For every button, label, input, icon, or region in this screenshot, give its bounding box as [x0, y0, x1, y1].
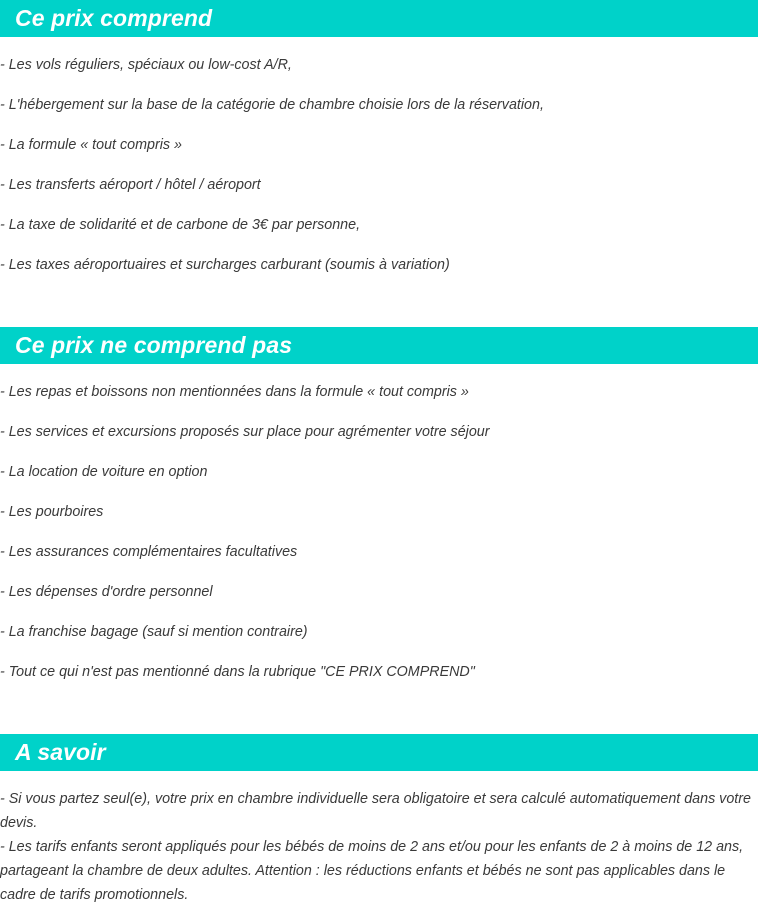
list-item: - Les repas et boissons non mentionnées dans la formule « tout compris » [0, 384, 469, 400]
list-item: - La franchise bagage (sauf si mention contraire) [0, 624, 308, 640]
section-title-included: Ce prix comprend [15, 5, 213, 31]
list-item: - La taxe de solidarité et de carbone de 3€ par personne, [0, 217, 361, 233]
section-title-not-included: Ce prix ne comprend pas [15, 332, 293, 358]
list-item: - Les services et excursions proposés sur place pour agrémenter votre séjour [0, 424, 490, 440]
good-to-know-text [0, 787, 752, 907]
list-item: - L'hébergement sur la base de la catégorie de chambre choisie lors de la réservation, [0, 97, 544, 113]
section-title-good-to-know: A savoir [15, 739, 106, 765]
list-item: - Les dépenses d'ordre personnel [0, 584, 213, 600]
section-header-good-to-know [0, 734, 758, 771]
list-item: - La location de voiture en option [0, 464, 208, 480]
list-item: - La formule « tout compris » [0, 137, 182, 153]
list-item: - Les assurances complémentaires facultatives [0, 544, 298, 560]
list-item: - Les transferts aéroport / hôtel / aéroport [0, 177, 261, 193]
section-header-included [0, 0, 758, 37]
list-item: - Les pourboires [0, 504, 104, 520]
paragraph: - Si vous partez seul(e), votre prix en chambre individuelle sera obligatoire et sera calculé automatiquement dans votre devis. [0, 791, 751, 831]
list-item: - Les taxes aéroportuaires et surcharges carburant (soumis à variation) [0, 257, 450, 273]
list-item: - Tout ce qui n'est pas mentionné dans la rubrique "CE PRIX COMPREND" [0, 664, 475, 680]
paragraph: - Les tarifs enfants seront appliqués pour les bébés de moins de 2 ans et/ou pour les enfants de 2 à moins de 12 ans, partageant la chambre de deux adultes. Attention : les réductions enfants et bébés ne sont pas applicables dans le cadre de tarifs promotionnels. [0, 839, 744, 903]
list-item: - Les vols réguliers, spéciaux ou low-cost A/R, [0, 57, 292, 73]
section-header-not-included [0, 327, 758, 364]
